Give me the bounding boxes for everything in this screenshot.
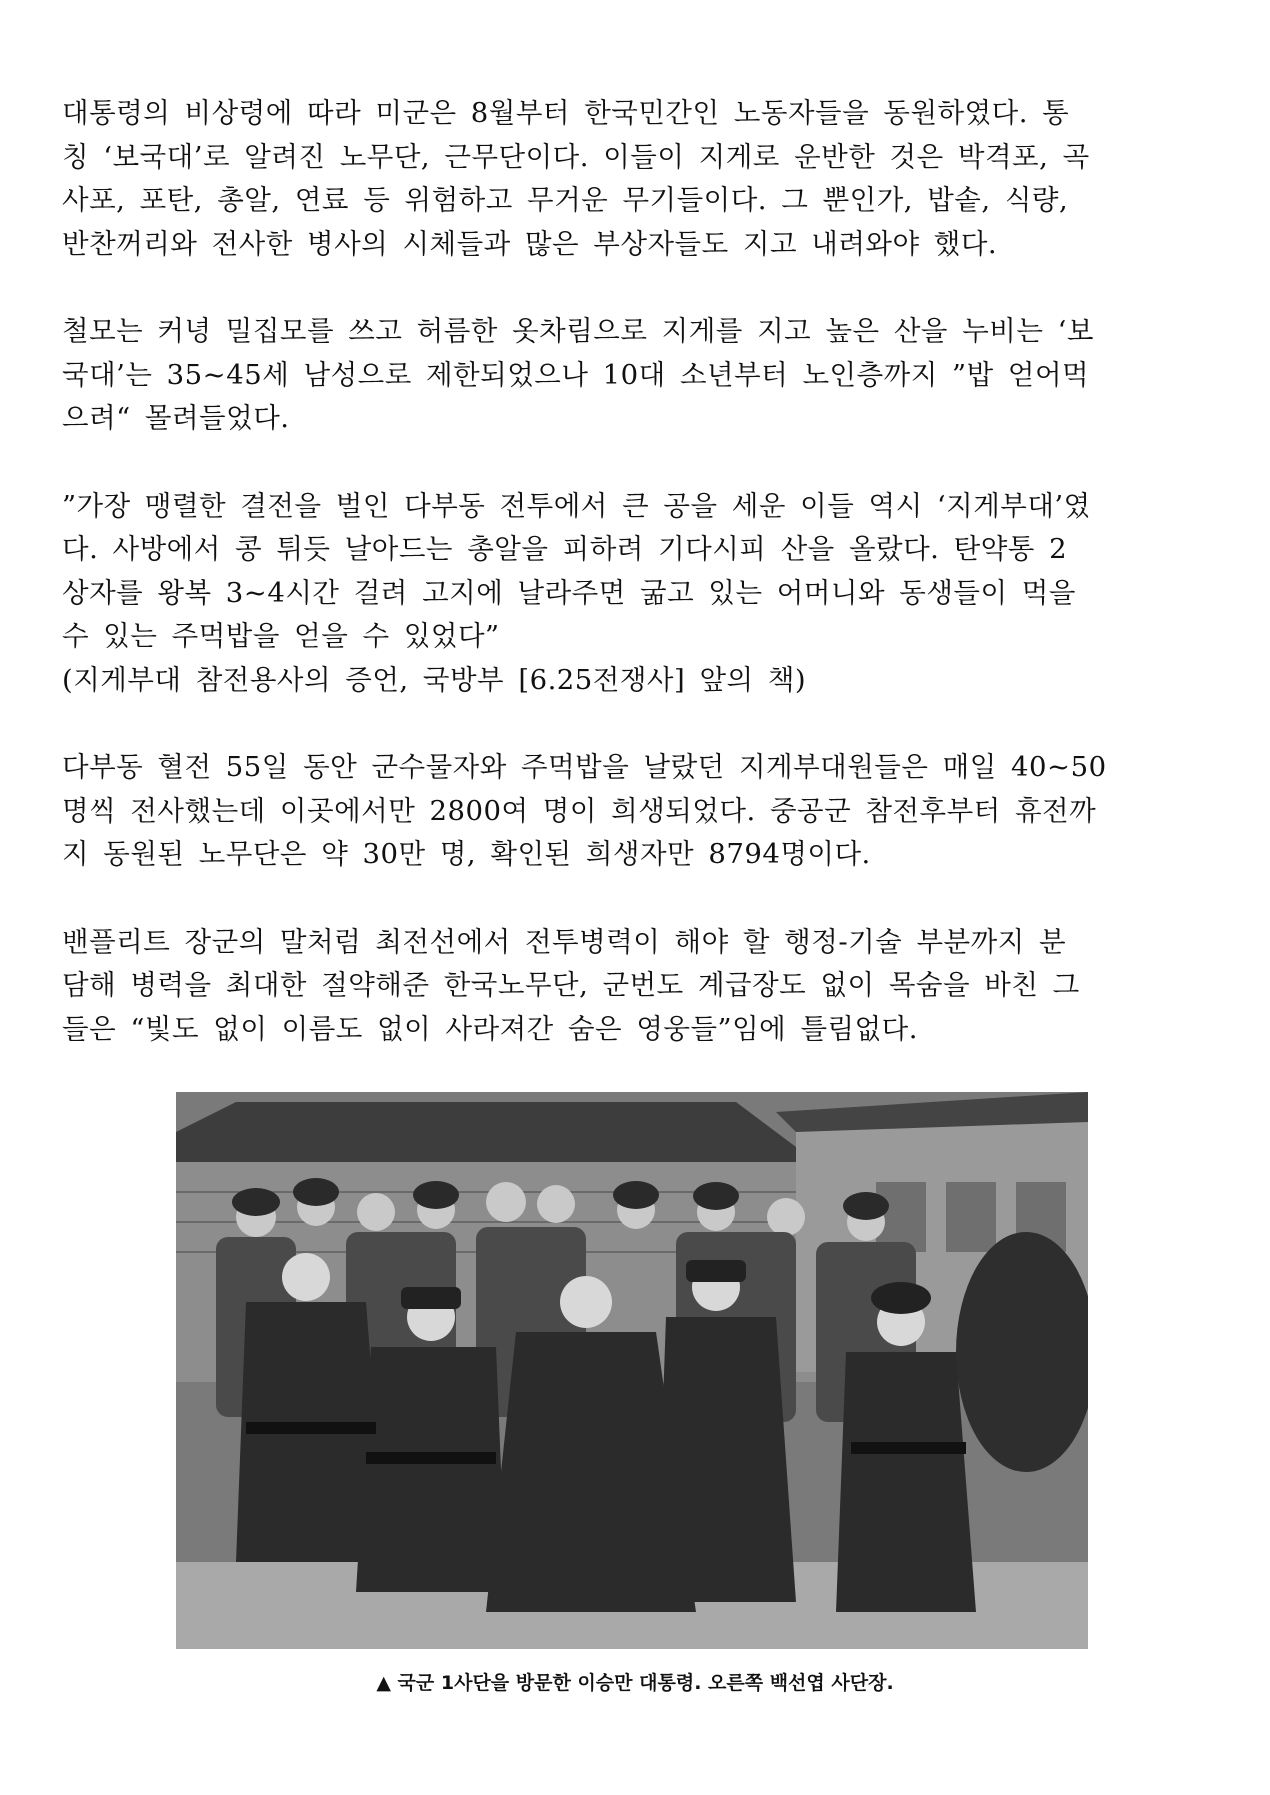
text-line: 반찬꺼리와 전사한 병사의 시체들과 많은 부상자들도 지고 내려와야 했다. <box>62 227 998 260</box>
paragraph-4 <box>62 746 1204 877</box>
text-line: 철모는 커녕 밀집모를 쓰고 허름한 옷차림으로 지게를 지고 높은 산을 누비는 ‘보 <box>62 315 1094 347</box>
text-line: 다부동 혈전 55일 동안 군수물자와 주먹밥을 날랐던 지게부대원들은 매일 40~50 <box>62 751 1107 783</box>
text-line: 명씩 전사했는데 이곳에서만 2800여 명이 희생되었다. 중공군 참전후부터 휴전까 <box>62 794 1097 827</box>
paragraph-5 <box>62 921 1204 1052</box>
text-line: 들은 “빛도 없이 이름도 없이 사라져간 숨은 영웅들”임에 틀림없다. <box>62 1012 918 1045</box>
text-line: 담해 병력을 최대한 절약해준 한국노무단, 군번도 계급장도 없이 목숨을 바친 그 <box>62 969 1080 1001</box>
text-line: 다. 사방에서 콩 튀듯 날아드는 총알을 피하려 기다시피 산을 올랐다. 탄약통 2 <box>62 533 1068 565</box>
text-line: 으려“ 몰려들었다. <box>62 402 290 434</box>
paragraph-3 <box>62 485 1204 703</box>
text-line: 밴플리트 장군의 말처럼 최전선에서 전투병력이 해야 할 행정-기술 부분까지 분 <box>62 925 1067 958</box>
text-line: 사포, 포탄, 총알, 연료 등 위험하고 무거운 무기들이다. 그 뿐인가, 밥솥, 식량, <box>62 184 1069 216</box>
text-line: 상자를 왕복 3~4시간 걸려 고지에 날라주면 굶고 있는 어머니와 동생들이 먹을 <box>62 576 1076 609</box>
text-line: 칭 ‘보국대’로 알려진 노무단, 근무단이다. 이들이 지게로 운반한 것은 박격포, 곡 <box>62 140 1090 173</box>
article-body <box>62 92 1204 1095</box>
text-line: 지 동원된 노무단은 약 30만 명, 확인된 희생자만 8794명이다. <box>62 838 871 870</box>
paragraph-1 <box>62 92 1204 266</box>
source-citation: (지게부대 참전용사의 증언, 국방부 [6.25전쟁사] 앞의 책) <box>62 663 807 696</box>
photo-caption: ▲ 국군 1사단을 방문한 이승만 대통령. 오른쪽 백선엽 사단장. <box>376 1672 894 1694</box>
text-line: ”가장 맹렬한 결전을 벌인 다부동 전투에서 큰 공을 세운 이들 역시 ‘지게부대’였 <box>62 489 1091 522</box>
text-line: 수 있는 주먹밥을 얻을 수 있었다” <box>62 620 500 652</box>
photo-illustration <box>176 1092 1088 1649</box>
paragraph-2 <box>62 310 1204 441</box>
text-line: 국대’는 35~45세 남성으로 제한되었으나 10대 소년부터 노인층까지 ”밥 얻어먹 <box>62 358 1090 391</box>
group-photo <box>176 1092 1088 1649</box>
text-line: 대통령의 비상령에 따라 미군은 8월부터 한국민간인 노동자들을 동원하였다. 통 <box>62 97 1070 129</box>
